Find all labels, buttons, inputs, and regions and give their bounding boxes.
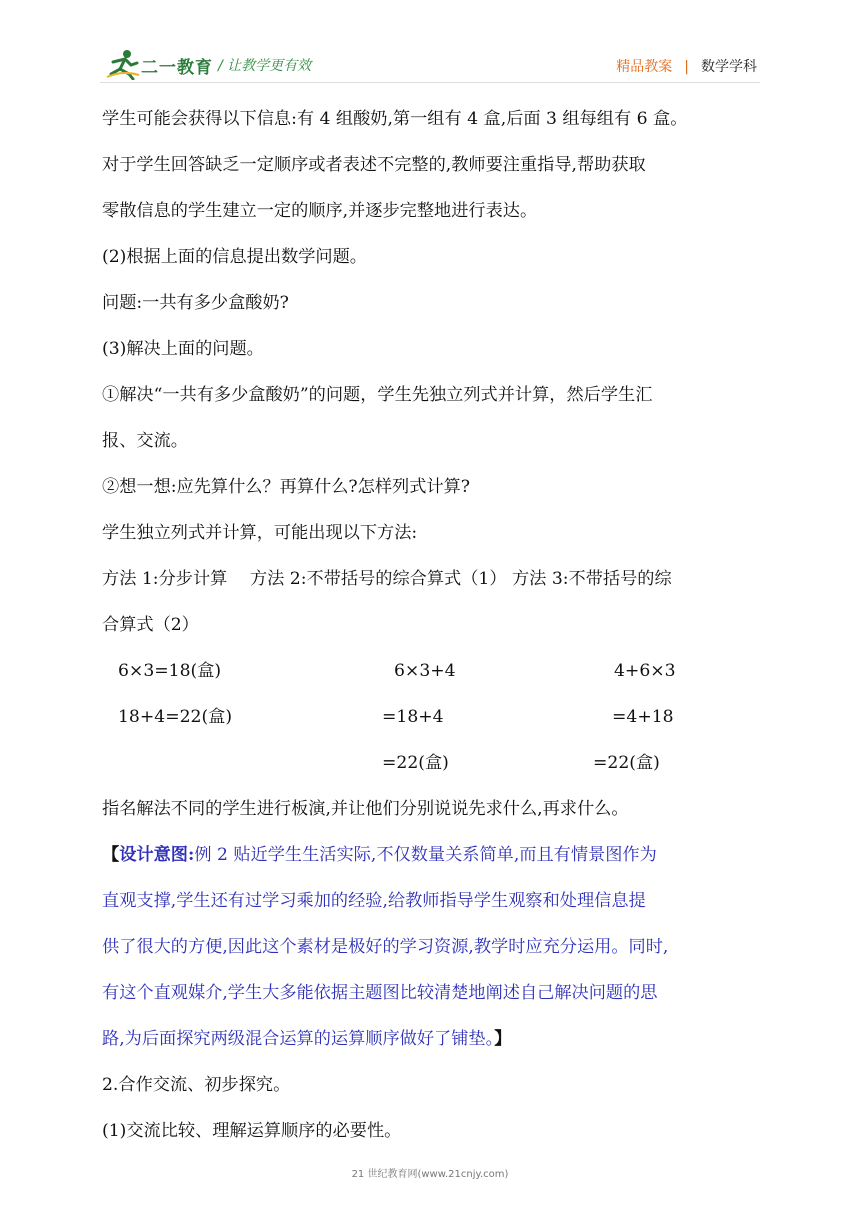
paragraph: ②想一想:应先算什么？再算什么?怎样列式计算? xyxy=(102,477,470,497)
header-tag-lesson-plan: 精品教案 xyxy=(616,59,673,75)
header-tag-subject: 数学学科 xyxy=(701,59,757,75)
paragraph: 学生可能会获得以下信息:有 4 组酸奶,第一组有 4 盒,后面 3 组每组有 6 盒。 xyxy=(102,109,688,129)
header-divider xyxy=(100,82,760,83)
design-intent-label: 设计意图: xyxy=(119,845,195,865)
document-body xyxy=(102,96,772,1154)
paragraph: 问题:一共有多少盒酸奶? xyxy=(102,293,289,313)
method2-step2: =22(盒) xyxy=(382,753,449,773)
section-heading: 2.合作交流、初步探究。 xyxy=(102,1075,291,1095)
method2-expression: 6×3+4 xyxy=(394,661,456,681)
design-intent-line: 有这个直观媒介,学生大多能依据主题图比较清楚地阐述自己解决问题的思 xyxy=(102,983,658,1003)
method3-step2: =22(盒) xyxy=(593,753,660,773)
paragraph: (2)根据上面的信息提出数学问题。 xyxy=(102,247,367,267)
design-intent-line: 供了很大的方便,因此这个素材是极好的学习资源,教学时应充分运用。同时, xyxy=(102,937,669,957)
paragraph: 指名解法不同的学生进行板演,并让他们分别说说先求什么,再求什么。 xyxy=(102,799,629,819)
paragraph: 零散信息的学生建立一定的顺序,并逐步完整地进行表达。 xyxy=(102,201,538,221)
method2-step1: =18+4 xyxy=(382,707,444,727)
header-tags xyxy=(616,56,757,76)
paragraph: 合算式（2） xyxy=(102,615,199,635)
header-separator: | xyxy=(684,59,689,75)
paragraph: 报、交流。 xyxy=(102,431,188,451)
calculation-block xyxy=(102,648,772,786)
open-bracket: 【 xyxy=(102,845,120,865)
design-intent xyxy=(102,832,772,1062)
paragraph: 学生独立列式并计算，可能出现以下方法: xyxy=(102,523,418,543)
design-intent-text: 路,为后面探究两级混合运算的运算顺序做好了铺垫。 xyxy=(102,1029,495,1049)
paragraph: ①解决“一共有多少盒酸奶”的问题，学生先独立列式并计算，然后学生汇 xyxy=(102,385,653,405)
paragraph: (3)解决上面的问题。 xyxy=(102,339,264,359)
page-footer: 21 世纪教育网(www.21cnjy.com) xyxy=(351,1169,509,1180)
design-intent-line: 直观支撑,学生还有过学习乘加的经验,给教师指导学生观察和处理信息提 xyxy=(102,891,646,911)
design-intent-text: 例 2 贴近学生生活实际,不仅数量关系简单,而且有情景图作为 xyxy=(194,845,657,865)
close-bracket: 】 xyxy=(494,1029,512,1049)
design-intent-line xyxy=(102,1016,772,1062)
logo xyxy=(105,48,215,80)
logo-text: 二一教育 xyxy=(141,58,213,78)
method1-step1: 6×3=18(盒) xyxy=(118,661,222,681)
method3-step1: =4+18 xyxy=(612,707,674,727)
page-header xyxy=(0,0,860,90)
runner-logo-icon xyxy=(105,48,141,80)
design-intent-line xyxy=(102,832,772,878)
method3-expression: 4+6×3 xyxy=(614,661,676,681)
paragraph: 对于学生回答缺乏一定顺序或者表述不完整的,教师要注重指导,帮助获取 xyxy=(102,155,646,175)
paragraph: (1)交流比较、理解运算顺序的必要性。 xyxy=(102,1121,402,1141)
method1-step2: 18+4=22(盒) xyxy=(118,707,233,727)
paragraph: 方法 1:分步计算 方法 2:不带括号的综合算式（1） 方法 3:不带括号的综 xyxy=(102,569,672,589)
header-slogan: / 让教学更有效 xyxy=(218,58,312,74)
